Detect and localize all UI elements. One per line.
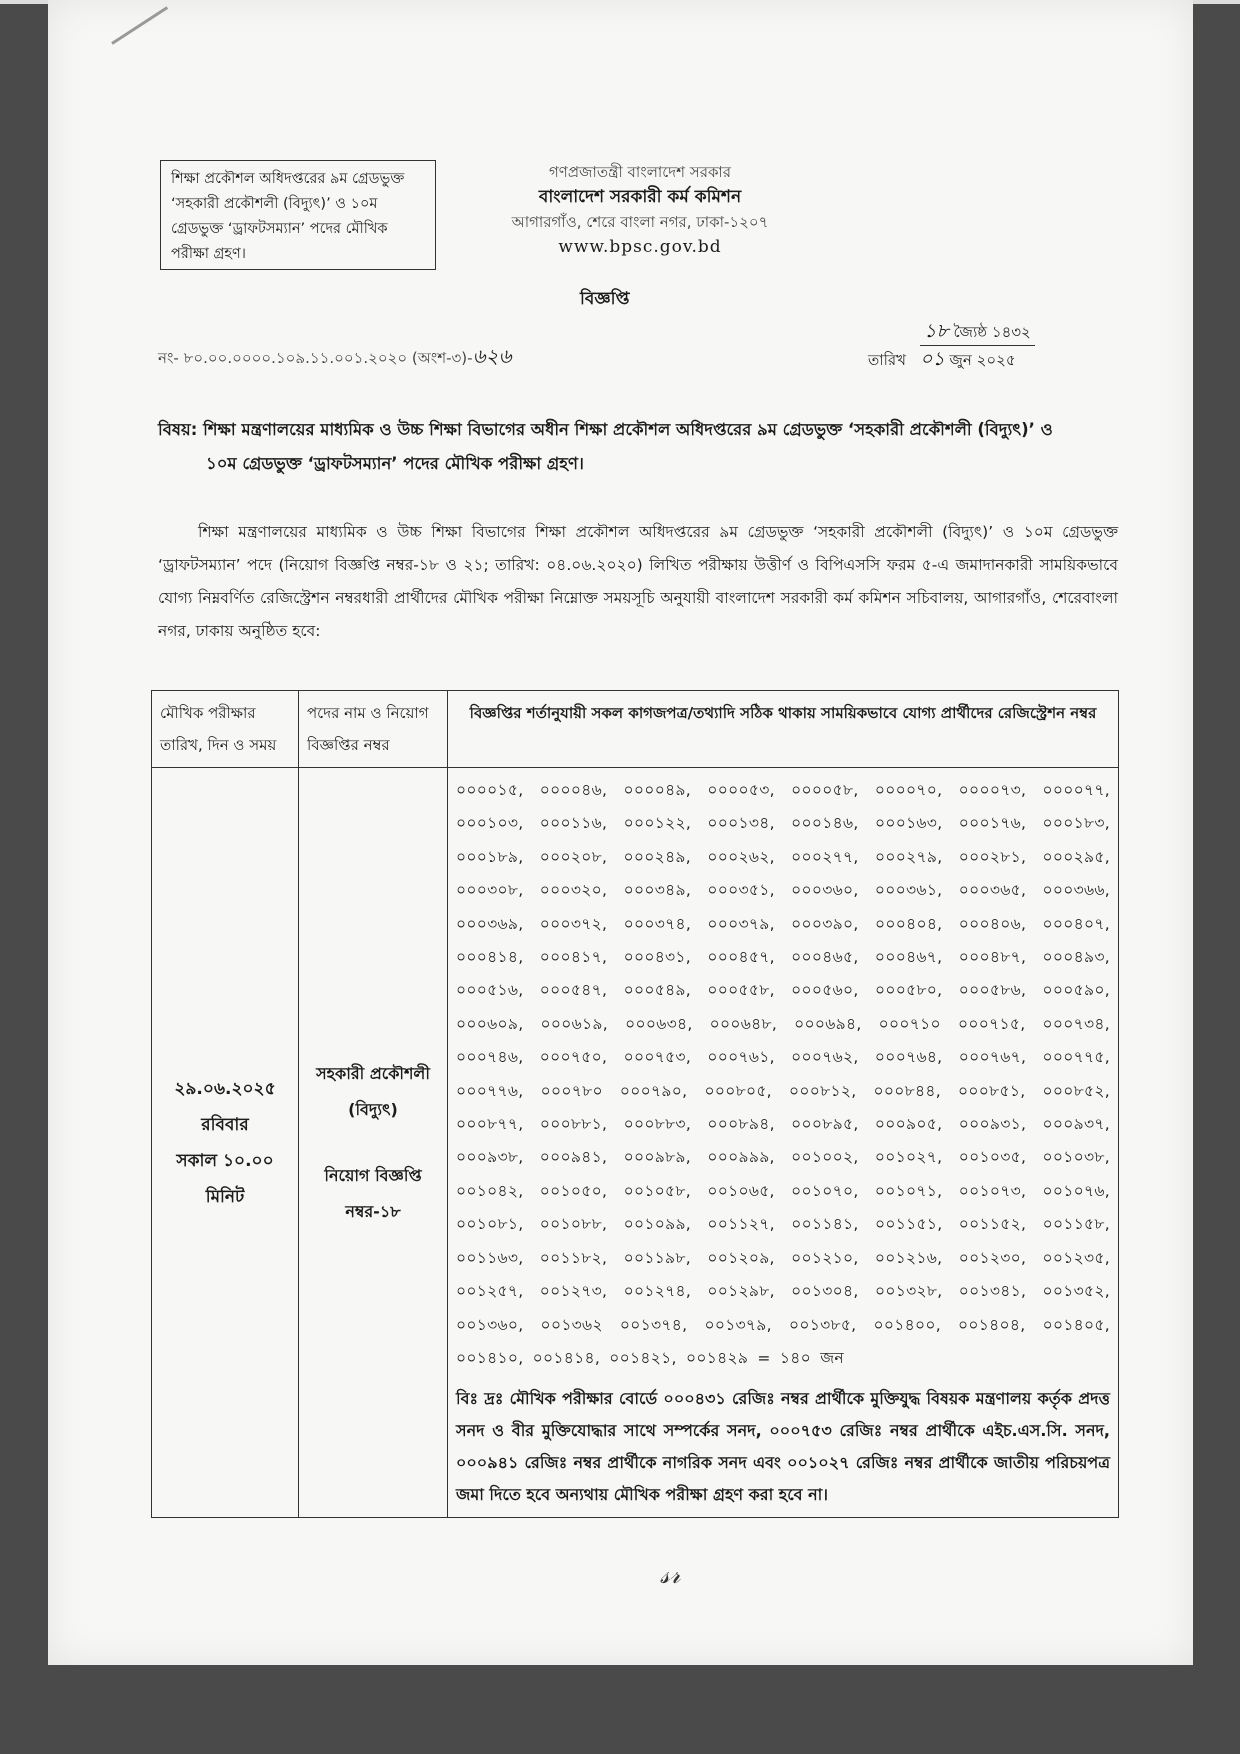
registrations-cell: [448, 768, 1119, 1518]
post-name: সহকারী প্রকৌশলী (বিদ্যুৎ): [316, 1063, 430, 1119]
schedule-table: [151, 690, 1119, 1518]
letterhead: [470, 160, 810, 260]
address: আগারগাঁও, শেরে বাংলা নগর, ঢাকা-১২০৭: [511, 213, 769, 231]
reference-number: [158, 342, 512, 375]
exam-date-cell: [152, 768, 299, 1518]
english-month-year: জুন ২০২৫: [949, 351, 1016, 369]
date-block: [868, 318, 1035, 373]
govt-name: গণপ্রজাতন্ত্রী বাংলাদেশ সরকার: [548, 163, 732, 181]
header-registrations: বিজ্ঞপ্তির শর্তানুযায়ী সকল কাগজপত্র/তথ্যাদি সঠিক থাকায় সাময়িকভাবে যোগ্য প্রার্থীদের রেজিস্ট্রেশন নম্বর: [448, 691, 1119, 768]
bangla-day: ১৮: [924, 320, 949, 342]
exam-time: সকাল ১০.০০: [176, 1150, 274, 1171]
bangla-month-year: জ্যৈষ্ঠ ১৪৩২: [953, 323, 1031, 341]
date-label: তারিখ: [868, 351, 906, 369]
special-note: বিঃ দ্রঃ মৌখিক পরীক্ষার বোর্ডে ০০০৪৩১ রেজিঃ নম্বর প্রার্থীকে মুক্তিযুদ্ধ বিষয়ক মন্ত্রণালয় কর্তৃক প্রদত্ত সনদ ও বীর মুক্তিযোদ্ধার সাথে সম্পর্কের সনদ, ০০০৭৫৩ রেজিঃ নম্বর প্রার্থীকে এইচ.এস.সি. সনদ, ০০০৯৪১ রেজিঃ নম্বর প্রার্থীকে নাগরিক সনদ এবং ০০১০২৭ রেজিঃ নম্বর প্রার্থীকে জাতীয় পরিচয়পত্র জমা দিতে হবে অন্যথায় মৌখিক পরীক্ষা গ্রহণ করা হবে না।: [456, 1389, 1110, 1505]
reference-handwritten: ৬২৬: [472, 344, 512, 368]
body-paragraph: শিক্ষা মন্ত্রণালয়ের মাধ্যমিক ও উচ্চ শিক্ষা বিভাগের শিক্ষা প্রকৌশল অধিদপ্তরের ৯ম গ্রেডভুক্ত ‘সহকারী প্রকৌশলী (বিদ্যুৎ)’ ও ১০ম গ্রেডভুক্ত ‘ড্রাফটসম্যান’ পদে (নিয়োগ বিজ্ঞপ্তি নম্বর-১৮ ও ২১; তারিখ: ০৪.০৬.২০২০) লিখিত পরীক্ষায় উত্তীর্ণ ও বিপিএসসি ফরম ৫-এ জমাদানকারী সাময়িকভাবে যোগ্য নিম্নবর্ণিত রেজিস্ট্রেশন নম্বরধারী প্রার্থীদের মৌখিক পরীক্ষা নিম্নোক্ত সময়সূচি অনুযায়ী বাংলাদেশ সরকারী কর্ম কমিশন সচিবালয়, আগারগাঁও, শেরেবাংলা নগর, ঢাকায় অনুষ্ঠিত হবে:: [158, 523, 1118, 640]
exam-day: রবিবার: [201, 1114, 249, 1135]
reference-number-text: নং- ৮০.০০.০০০০.১০৯.১১.০০১.২০২০ (অংশ-৩)-: [158, 349, 473, 367]
header-post: পদের নাম ও নিয়োগ বিজ্ঞপ্তির নম্বর: [299, 691, 448, 768]
notice-title: বিজ্ঞপ্তি: [580, 289, 630, 309]
exam-date: ২৯.০৬.২০২৫: [174, 1078, 276, 1099]
table-row: [152, 768, 1119, 1518]
english-day: ০১: [920, 348, 945, 370]
subject-line: [158, 413, 1118, 481]
notice-number: নিয়োগ বিজ্ঞপ্তি নম্বর-১৮: [324, 1165, 422, 1221]
header-date: মৌখিক পরীক্ষার তারিখ, দিন ও সময়: [152, 691, 299, 768]
website: www.bpsc.gov.bd: [558, 237, 722, 257]
registration-numbers: ০০০০১৫, ০০০০৪৬, ০০০০৪৯, ০০০০৫৩, ০০০০৫৮, ০০০০৭০, ০০০০৭৩, ০০০০৭৭, ০০০১০৩, ০০০১১৬, ০০০১২২, ০০০১৩৪, ০০০১৪৬, ০০০১৬৩, ০০০১৭৬, ০০০১৮৩, ০০০১৮৯, ০০০২০৮, ০০০২৪৯, ০০০২৬২, ০০০২৭৭, ০০০২৭৯, ০০০২৮১, ০০০২৯৫, ০০০৩০৮, ০০০৩২০, ০০০৩৪৯, ০০০৩৫১, ০০০৩৬০, ০০০৩৬১, ০০০৩৬৫, ০০০৩৬৬, ০০০৩৬৯, ০০০৩৭২, ০০০৩৭৪, ০০০৩৭৯, ০০০৩৯০, ০০০৪০৪, ০০০৪০৬, ০০০৪০৭, ০০০৪১৪, ০০০৪১৭, ০০০৪৩১, ০০০৪৫৭, ০০০৪৬৫, ০০০৪৬৭, ০০০৪৮৭, ০০০৪৯৩, ০০০৫১৬, ০০০৫৪৭, ০০০৫৪৯, ০০০৫৫৮, ০০০৫৬০, ০০০৫৮০, ০০০৫৮৬, ০০০৫৯০, ০০০৬০৯, ০০০৬১৯, ০০০৬৩৪, ০০০৬৪৮, ০০০৬৯৪, ০০০৭১০ ০০০৭১৫, ০০০৭৩৪, ০০০৭৪৬, ০০০৭৫০, ০০০৭৫৩, ০০০৭৬১, ০০০৭৬২, ০০০৭৬৪, ০০০৭৬৭, ০০০৭৭৫, ০০০৭৭৬, ০০০৭৮০ ০০০৭৯০, ০০০৮০৫, ০০০৮১২, ০০০৮৪৪, ০০০৮৫১, ০০০৮৫২, ০০০৮৭৭, ০০০৮৮১, ০০০৮৮৩, ০০০৮৯৪, ০০০৮৯৫, ০০০৯০৫, ০০০৯৩১, ০০০৯৩৭, ০০০৯৩৮, ০০০৯৪১, ০০০৯৮৯, ০০০৯৯৯, ০০১০০২, ০০১০২৭, ০০১০৩৫, ০০১০৩৮, ০০১০৪২, ০০১০৫০, ০০১০৫৮, ০০১০৬৫, ০০১০৭০, ০০১০৭১, ০০১০৭৩, ০০১০৭৬, ০০১০৮১, ০০১০৮৮, ০০১০৯৯, ০০১১২৭, ০০১১৪১, ০০১১৫১, ০০১১৫২, ০০১১৫৮, ০০১১৬৩, ০০১১৮২, ০০১১৯৮, ০০১২০৯, ০০১২১০, ০০১২১৬, ০০১২৩০, ০০১২৩৫, ০০১২৫৭, ০০১২৭৩, ০০১২৭৪, ০০১২৯৮, ০০১৩০৪, ০০১৩২৮, ০০১৩৪১, ০০১৩৫২, ০০১৩৬০, ০০১৩৬২ ০০১৩৭৪, ০০১৩৭৯, ০০১৩৮৫, ০০১৪০০, ০০১৪০৪, ০০১৪০৫, ০০১৪১০, ০০১৪১৪, ০০১৪২১, ০০১৪২৯ = ১৪০ জন: [456, 781, 1110, 1367]
subject-line-1: বিষয়: শিক্ষা মন্ত্রণালয়ের মাধ্যমিক ও উচ্চ শিক্ষা বিভাগের অধীন শিক্ষা প্রকৌশল অধিদপ্তরের ৯ম গ্রেডভুক্ত ‘সহকারী প্রকৌশলী (বিদ্যুৎ)’ ও: [158, 420, 1053, 439]
subject-line-2: ১০ম গ্রেডভুক্ত ‘ড্রাফটসম্যান’ পদের মৌখিক পরীক্ষা গ্রহণ।: [206, 454, 584, 473]
commission-name: বাংলাদেশ সরকারী কর্ম কমিশন: [538, 187, 742, 207]
subject-summary-box: [160, 160, 436, 270]
subject-summary-text: শিক্ষা প্রকৌশল অধিদপ্তরের ৯ম গ্রেডভুক্ত ‘সহকারী প্রকৌশলী (বিদ্যুৎ)’ ও ১০ম গ্রেডভুক্ত ‘ড্রাফটসম্যান’ পদের মৌখিক পরীক্ষা গ্রহণ।: [171, 171, 405, 262]
post-cell: [299, 768, 448, 1518]
exam-time-unit: মিনিট: [205, 1186, 245, 1207]
signature: 𝓈𝓇: [660, 1560, 681, 1590]
